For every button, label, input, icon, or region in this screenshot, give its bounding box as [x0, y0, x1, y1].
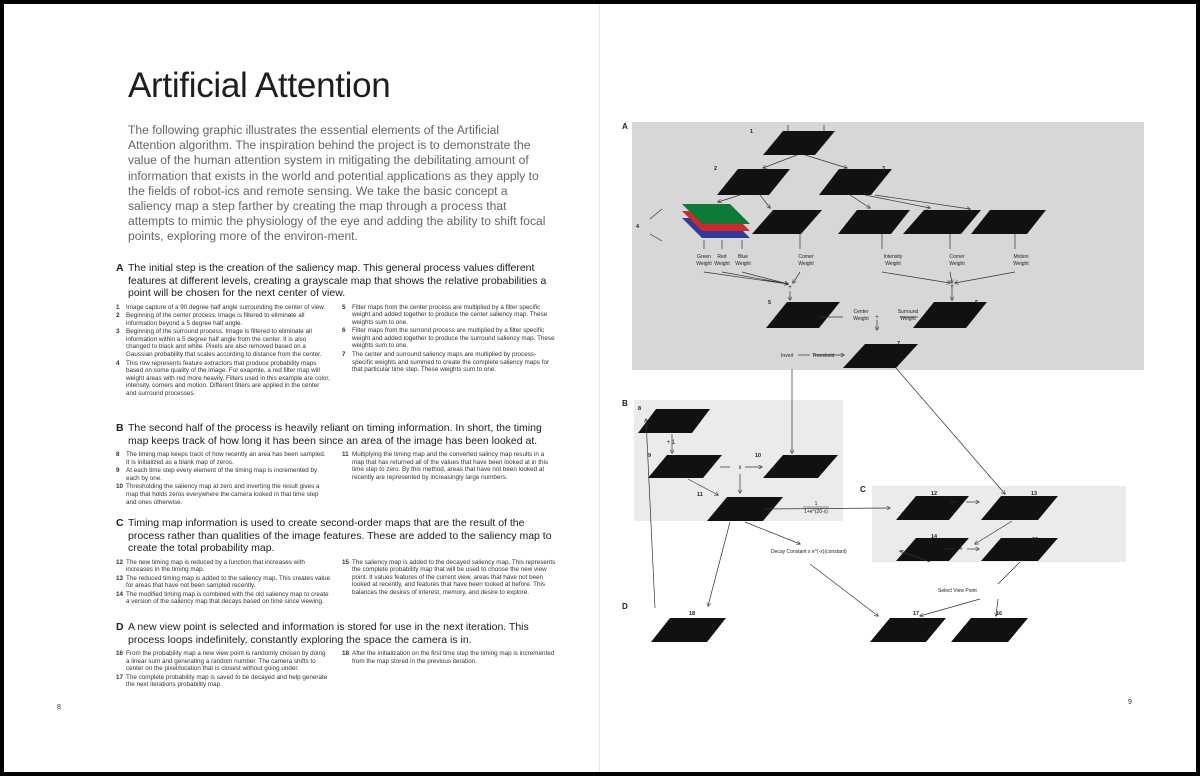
step-text: The modified timing map is combined with the old saliency map to create a version of the saliency map that decays based on time since viewing.	[126, 590, 329, 606]
step-column	[116, 451, 330, 507]
blue-weight-label-1: Blue	[737, 254, 749, 260]
book-spread	[4, 4, 1196, 772]
diagram-number-8: 8	[638, 406, 642, 412]
step-number: 13	[116, 574, 124, 582]
invert-label: Invert	[781, 353, 794, 359]
section-title: The initial step is the creation of the saliency map. This general process values different features at different levels, creating a grayscale map that shows the relative probabilities a point will be chosen for the next center of view.	[128, 262, 547, 299]
section-b	[116, 422, 556, 507]
step-item	[116, 328, 330, 358]
sum-operator-12-13: +	[955, 500, 959, 506]
step-text: The timing map keeps track of how recently an area has been sampled. It is initialized as a blank map of zeros.	[126, 451, 326, 466]
step-text: The complete probability map is saved to be decayed and help generate the next iterations probability map.	[126, 673, 328, 689]
diagram-number-4: 4	[636, 224, 640, 230]
step-number: 6	[342, 327, 346, 335]
section-letter-b: B	[622, 399, 628, 408]
step-item	[116, 575, 330, 590]
step-number: 4	[116, 359, 120, 367]
section-title: Timing map information is used to create second-order maps that are the result of the process rather than qualities of the image features. These are added to the saliency map to create the total probability map.	[128, 517, 552, 554]
intro-paragraph: The following graphic illustrates the essential elements of the Artificial Attention algorithm. The inspiration behind the project is to demonstrate the value of the human attention system in mitigating the debilitating amount of information that exists in the world and potential applications as they apply to the fields of robot-ics and remote sensing. We take the basic concept a saliency map a step farther by creating the map through a process that attempts to mimic the physiology of the eye and adding the ability to shift focal points, exploring more of the environ-ment.	[128, 123, 546, 244]
step-item	[342, 304, 556, 327]
step-text: After the initialization on the first time step the timing map is incremented from the map stored in the previous iteration.	[352, 650, 555, 665]
threshold-label: Threshold	[812, 353, 835, 359]
corner-weight-label-2: Weight	[798, 261, 814, 267]
step-text: The reduced timing map is added to the saliency map. This creates value for areas that have not been sampled recently.	[126, 574, 330, 590]
left-page	[4, 4, 600, 772]
step-text: The center and surround saliency maps are multiplied by process-specific weights and summed to create the complete saliency maps for that particular time step. These weights sum to one.	[352, 351, 550, 374]
step-item	[342, 650, 556, 665]
step-item	[116, 591, 330, 606]
step-text: Beginning of the center process. Image is filtered to eliminate all information beyond a 5 degree half angle.	[126, 312, 305, 327]
section-letter: D	[116, 621, 124, 633]
section-heading	[116, 422, 556, 447]
corner-weight-label-1: Corner	[798, 254, 814, 260]
corner-surround-weight-label-1: Corner	[949, 254, 965, 260]
blue-weight-label-2: Weight	[735, 261, 751, 267]
section-c	[116, 517, 556, 607]
step-text: From the probability map a new view point is randomly chosen by doing a linear sum and generating a random number. The camera shifts to center on the pixel/location that is closest without going under.	[126, 650, 326, 673]
section-letter-d: D	[622, 602, 628, 611]
section-letter: C	[116, 517, 124, 529]
section-letter-a: A	[622, 122, 628, 131]
center-weight-label-1: Center	[853, 309, 869, 315]
sum-operator-center: +	[788, 285, 792, 291]
diagram-number-11: 11	[697, 492, 703, 498]
step-item	[342, 451, 556, 481]
red-weight-label-2: Weight	[714, 261, 730, 267]
map-tile-18	[651, 618, 726, 642]
diagram-number-5: 5	[768, 300, 772, 306]
section-letter: A	[116, 262, 124, 274]
plus-one-operator: + 1	[666, 440, 676, 446]
algorithm-diagram	[600, 4, 1196, 772]
select-view-point-label: Select View Point	[938, 588, 977, 594]
sum-operator-surround: +	[950, 284, 954, 290]
step-number: 1	[116, 303, 120, 311]
diagram-number-16: 16	[996, 611, 1003, 617]
motion-weight-label-1: Motion	[1013, 254, 1029, 260]
motion-weight-label-2: Weight	[1013, 261, 1029, 267]
center-weight-label-2: Weight	[853, 316, 869, 322]
step-number: 16	[116, 650, 124, 657]
step-item	[116, 483, 330, 506]
step-text: Filter maps from the surrond process are multiplied by a filter specific weight and added together to produce the surround saliency map. These weights sum to one.	[352, 327, 555, 350]
intensity-weight-label-2: Weight	[885, 261, 901, 267]
step-number: 10	[116, 483, 124, 491]
step-text: The new timing map is reduced by a function that increases with increases in the timing map.	[126, 558, 305, 574]
diagram-number-17: 17	[913, 611, 920, 617]
step-number: 9	[116, 467, 120, 475]
diagram-number-18: 18	[689, 611, 696, 617]
step-number: 12	[116, 558, 124, 566]
step-column	[342, 650, 556, 690]
step-number: 17	[116, 673, 124, 681]
step-number: 2	[116, 312, 120, 320]
step-column	[342, 304, 556, 399]
step-number: 5	[342, 303, 346, 311]
surround-weight-label-2: Weight	[900, 316, 916, 322]
diagram-number-14: 14	[931, 534, 938, 540]
decay-constant-label: Decay Constant x e^(-x)(constant)	[771, 549, 847, 555]
corner-surround-weight-label-2: Weight	[949, 261, 965, 267]
step-number: 3	[116, 328, 120, 336]
diagram-number-6: 6	[975, 300, 979, 306]
panel-a	[632, 122, 1144, 370]
step-item	[116, 451, 330, 466]
step-text: Multiplying the timing map and the converted salincy map results in a map that has returned all of the values that have been looked at in this time step to zero. By this method, areas that have not been looked at recently are represented by increasingly large numbers.	[352, 451, 549, 481]
section-heading	[116, 262, 556, 300]
section-letter: B	[116, 422, 124, 434]
fraction-denominator: 1+e^(20-x)	[804, 509, 828, 515]
sum-operator-weights: +	[875, 315, 879, 321]
step-number: 18	[342, 650, 350, 657]
diagram-number-15: 15	[1032, 537, 1039, 543]
step-item	[116, 650, 330, 673]
section-d	[116, 621, 556, 690]
step-text: The saliency map is added to the decayed saliency map. This represents the complete probability map that will be used to choose the new view point. It values features of the current view, areas that have not been looked at recently, and features that have been looked at before. This balances the desires of interest, memory, and desire to explore.	[352, 558, 556, 596]
multiply-operator: x	[738, 465, 742, 471]
step-column	[116, 559, 330, 608]
step-text: At each time step every element of the timing map is incremented by each by one.	[126, 467, 318, 482]
green-weight-label-2: Weight	[696, 261, 712, 267]
intensity-weight-label-1: Intensity	[883, 254, 903, 260]
section-a	[116, 262, 556, 399]
diagram-number-2: 2	[714, 166, 718, 172]
diagram-number-10: 10	[755, 453, 762, 459]
section-title: A new view point is selected and information is stored for use in the next iteration. This process loops indefinitely, constantly exploring the space the camera is in.	[128, 621, 529, 646]
step-item	[116, 467, 330, 482]
step-column	[116, 304, 330, 399]
step-number: 8	[116, 451, 120, 458]
diagram-number-7: 7	[897, 341, 901, 347]
green-weight-label-1: Green	[697, 254, 711, 260]
right-page	[600, 4, 1196, 772]
step-text: This row represents feature extractors that produce probability maps based on some quality of the image. For exapmle, a red filter map will weight areas with red more heavily. Filters used in this example are color, intensity, corners and motion. Different filters are applied in the center and surround processes.	[126, 359, 330, 398]
step-item	[116, 674, 330, 689]
step-text: Beginning of the surround process. Image is filtered to eliminate all information within a 5 degree half angle from the center. It is also changed to black and white. Pixels are also removed based on a Gaussian probability that scales according to distance from the center.	[126, 328, 322, 359]
section-heading	[116, 621, 556, 646]
step-column	[342, 559, 556, 608]
step-number: 15	[342, 558, 350, 566]
diagram-number-13: 13	[1031, 491, 1038, 497]
step-item	[342, 351, 556, 374]
step-item	[342, 327, 556, 350]
step-number: 11	[342, 451, 349, 458]
map-tile-17	[870, 618, 946, 642]
diagram-number-3: 3	[882, 166, 886, 172]
step-text: Filter maps from the center process are multiplied by a filter specific weight and added together to produce the center saliency map. These weights sum to one.	[352, 303, 548, 326]
section-title: The second half of the process is heavily reliant on timing information. In short, the timing map keeps track of how long it has been since an area of the image has been looked at.	[128, 422, 542, 447]
step-item	[116, 559, 330, 574]
sum-operator-14-15: +	[959, 547, 963, 553]
diagram-number-1: 1	[750, 129, 754, 135]
diagram-number-9: 9	[648, 453, 652, 459]
step-number: 7	[342, 351, 346, 359]
diagram-number-12: 12	[931, 491, 938, 497]
step-item	[116, 312, 330, 327]
step-item	[116, 304, 330, 312]
map-tile-16	[951, 618, 1028, 642]
page-number-left: 8	[57, 704, 61, 711]
step-item	[116, 360, 330, 398]
step-text: Thresholding the saliency map at zero and inverting the result gives a map that holds zeros everywhere the camera looked in that time step and ones otherwise.	[126, 483, 320, 506]
page-title: Artificial Attention	[128, 66, 391, 105]
step-number: 14	[116, 590, 124, 598]
page-number-right: 9	[1128, 699, 1132, 706]
surround-weight-label-1: Surround	[897, 309, 919, 315]
step-column	[116, 650, 330, 690]
step-item	[342, 559, 556, 597]
red-weight-label-1: Red	[717, 254, 727, 260]
step-text: Image capture of a 90 degree half angle surrounding the center of view.	[126, 303, 326, 311]
section-letter-c: C	[860, 485, 866, 494]
section-heading	[116, 517, 556, 555]
fraction-numerator: 1	[814, 501, 818, 507]
step-column	[342, 451, 556, 507]
